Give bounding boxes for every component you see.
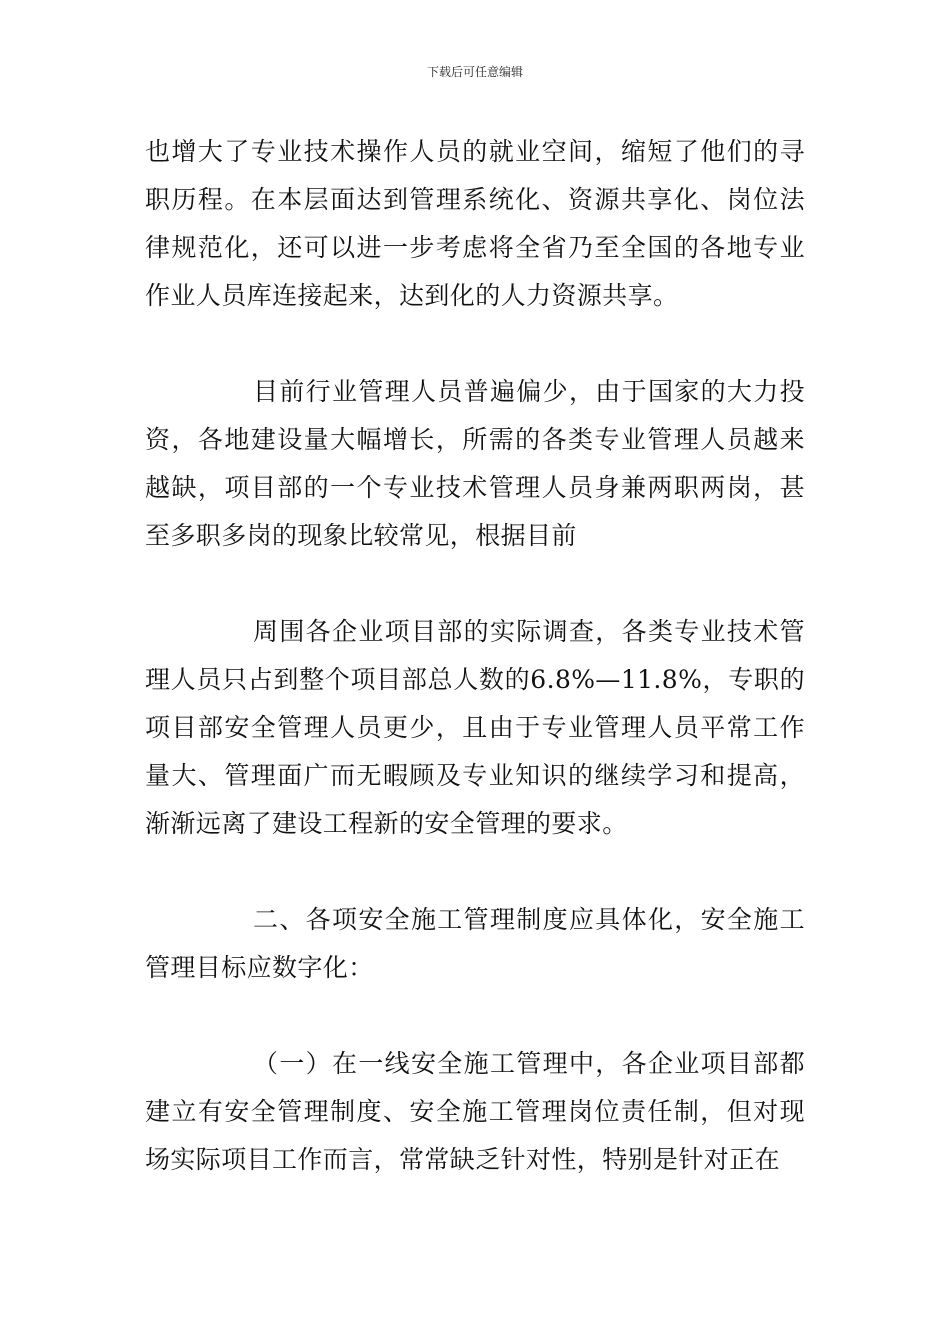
section-heading: 二、各项安全施工管理制度应具体化，安全施工管理目标应数字化：	[145, 905, 805, 982]
document-body	[145, 128, 805, 1184]
paragraph-2: 目前行业管理人员普遍偏少，由于国家的大力投资，各地建设量大幅增长，所需的各类专业管理人员越来越缺，项目部的一个专业技术管理人员身兼两职两岗，甚至多职多岗的现象比较常见，根据目前	[145, 377, 805, 550]
paragraph-3: 周围各企业项目部的实际调查，各类专业技术管理人员只占到整个项目部总人数的6.8%—11.8%，专职的项目部安全管理人员更少，且由于专业管理人员平常工作量大、管理面广而无暇顾及专业知识的继续学习和提高，渐渐远离了建设工程新的安全管理的要求。	[145, 617, 805, 838]
paragraph-5: （一）在一线安全施工管理中，各企业项目部都建立有安全管理制度、安全施工管理岗位责任制，但对现场实际项目工作而言，常常缺乏针对性，特别是针对正在	[145, 1049, 805, 1174]
page-header: 下载后可任意编辑	[426, 65, 523, 79]
paragraph-1: 也增大了专业技术操作人员的就业空间，缩短了他们的寻职历程。在本层面达到管理系统化、资源共享化、岗位法律规范化，还可以进一步考虑将全省乃至全国的各地专业作业人员库连接起来，达到化的人力资源共享。	[145, 137, 805, 310]
